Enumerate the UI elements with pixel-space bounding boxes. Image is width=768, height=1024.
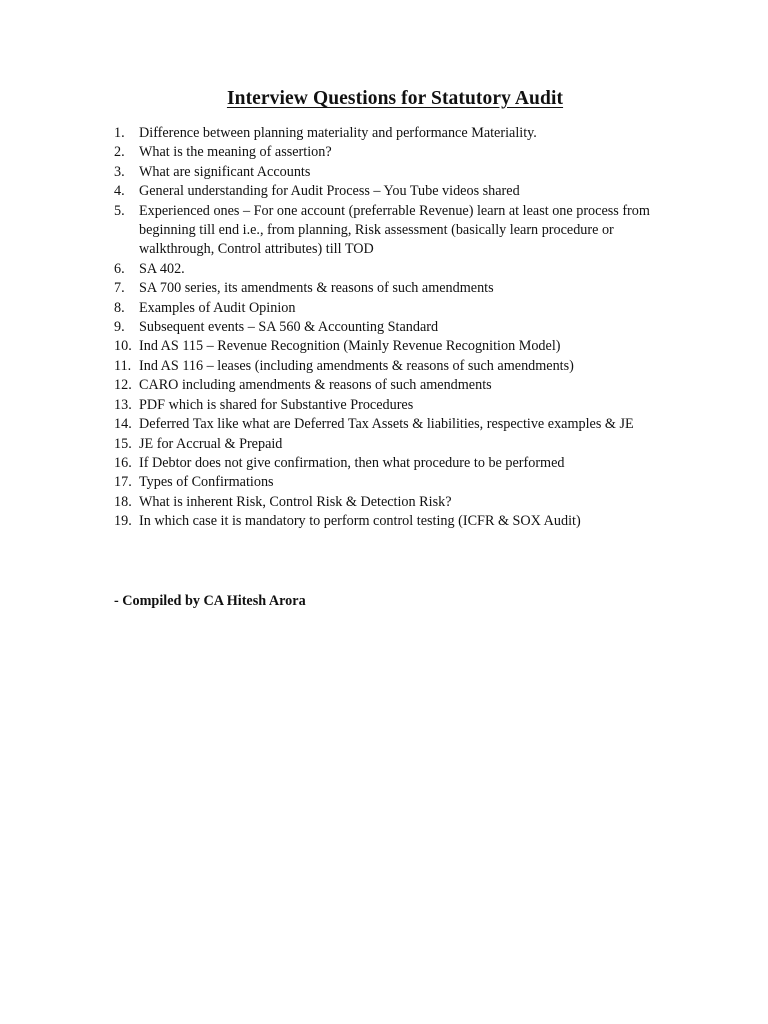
item-number: 6. — [114, 260, 125, 277]
question-text: SA 402. — [139, 260, 185, 277]
list-item — [114, 163, 674, 182]
item-number: 1. — [114, 125, 125, 141]
question-text: If Debtor does not give confirmation, then what procedure to be performed — [139, 454, 565, 471]
list-item — [114, 512, 674, 531]
question-text: Examples of Audit Opinion — [139, 299, 296, 316]
page-title: Interview Questions for Statutory Audit — [226, 88, 564, 109]
item-number: 15. — [114, 435, 132, 452]
question-text: Deferred Tax like what are Deferred Tax Assets & liabilities, respective examples & JE — [139, 416, 634, 433]
item-number: 11. — [114, 357, 132, 374]
list-item — [114, 182, 674, 201]
list-item — [114, 376, 674, 395]
list-item — [114, 279, 674, 298]
item-number: 8. — [114, 299, 125, 316]
question-text: Ind AS 116 – leases (including amendments & reasons of such amendments) — [139, 357, 574, 374]
item-number: 7. — [114, 280, 125, 297]
list-item — [114, 396, 674, 415]
list-item — [114, 318, 674, 337]
item-number: 18. — [114, 493, 132, 510]
list-item — [114, 454, 674, 473]
question-text: Ind AS 115 – Revenue Recognition (Mainly Revenue Recognition Model) — [139, 338, 561, 355]
question-text: Experienced ones – For one account (preferrable Revenue) learn at least one process from beginning till end i.e., from planning, Risk assessment (basically learn procedure or walkthrough, Control attributes) till TOD — [139, 202, 650, 258]
list-item — [114, 473, 674, 492]
item-number: 10. — [114, 338, 132, 355]
item-number: 9. — [114, 319, 125, 336]
list-item — [114, 299, 674, 318]
item-number: 19. — [114, 513, 132, 530]
question-text: What is the meaning of assertion? — [139, 144, 332, 161]
question-text: General understanding for Audit Process – You Tube videos shared — [139, 183, 520, 200]
question-text: Types of Confirmations — [139, 474, 274, 491]
item-number: 17. — [114, 474, 132, 491]
question-text: JE for Accrual & Prepaid — [139, 435, 283, 452]
list-item — [114, 143, 674, 162]
list-item — [114, 337, 674, 356]
item-number: 4. — [114, 183, 125, 200]
item-number: 14. — [114, 416, 132, 433]
author-credit: - Compiled by CA Hitesh Arora — [114, 593, 306, 609]
question-text: What are significant Accounts — [139, 163, 311, 180]
item-number: 3. — [114, 163, 125, 180]
list-item — [114, 357, 674, 376]
question-text: Subsequent events – SA 560 & Accounting Standard — [139, 319, 439, 336]
list-item — [114, 202, 674, 260]
question-text: Difference between planning materiality and performance Materiality. — [139, 125, 537, 141]
question-text: What is inherent Risk, Control Risk & Detection Risk? — [139, 493, 452, 510]
list-item — [114, 493, 674, 512]
question-text: SA 700 series, its amendments & reasons of such amendments — [139, 280, 494, 297]
question-text: CARO including amendments & reasons of such amendments — [139, 377, 492, 394]
item-number: 5. — [114, 202, 125, 219]
item-number: 2. — [114, 144, 125, 161]
question-text: In which case it is mandatory to perform control testing (ICFR & SOX Audit) — [139, 513, 581, 530]
list-item — [114, 435, 674, 454]
list-item — [114, 124, 674, 143]
list-item — [114, 260, 674, 279]
item-number: 13. — [114, 396, 132, 413]
question-text: PDF which is shared for Substantive Procedures — [139, 396, 414, 413]
list-item — [114, 415, 674, 434]
item-number: 16. — [114, 454, 132, 471]
question-list — [114, 124, 674, 532]
item-number: 12. — [114, 377, 132, 394]
